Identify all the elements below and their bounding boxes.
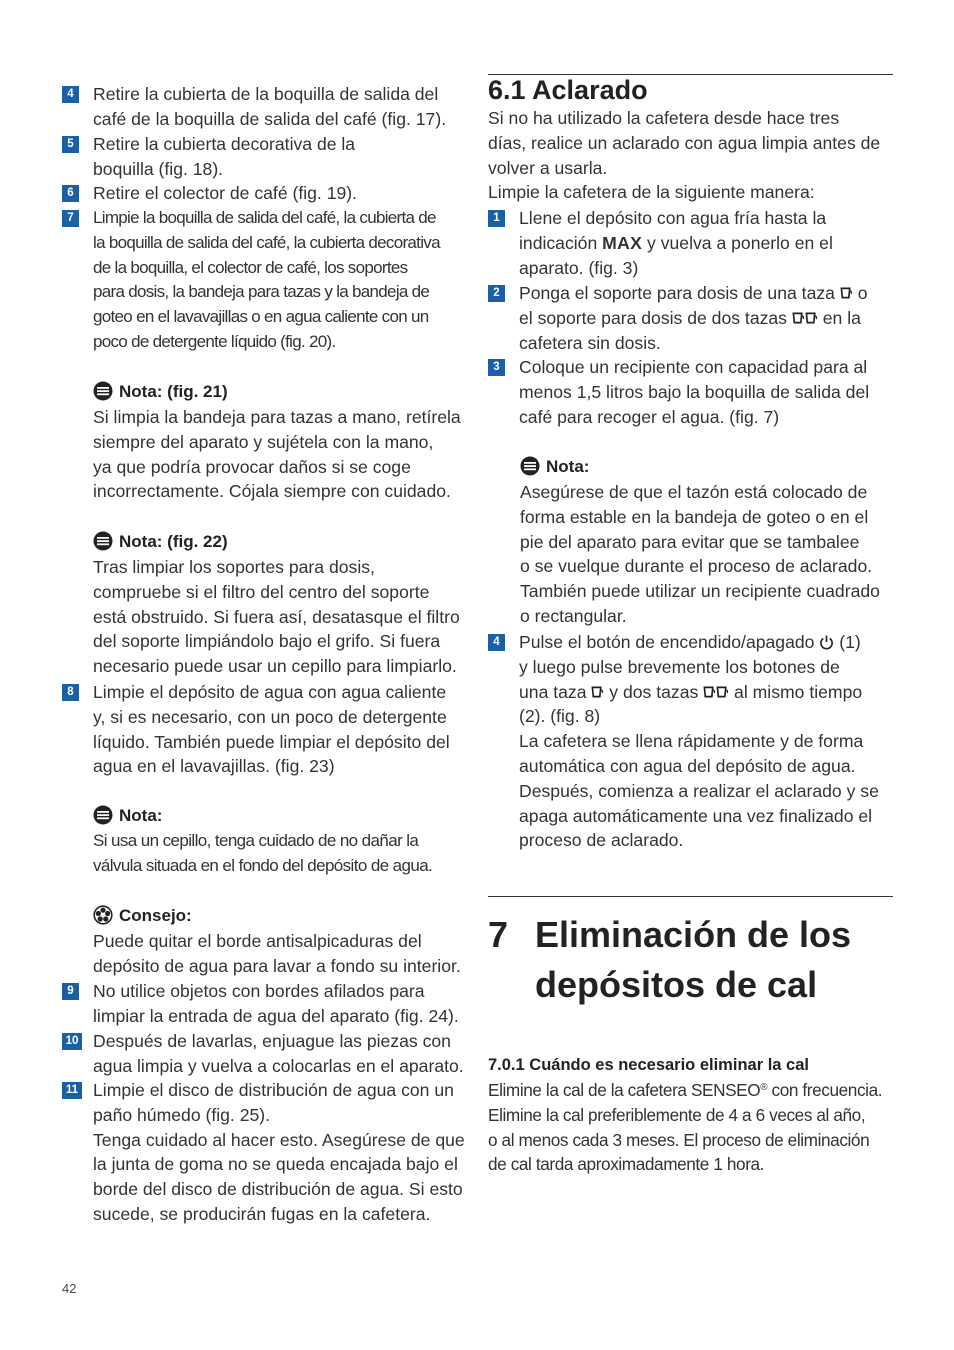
text-line: limpiar la entrada de agua del aparato (fig. 24). [93, 1005, 459, 1026]
text-line: volver a usarla. [488, 157, 608, 178]
text-line: Tenga cuidado al hacer esto. Asegúrese de que [93, 1129, 465, 1150]
text-line: borde del disco de distribución de agua. Si esto [93, 1179, 463, 1200]
note-body [93, 405, 473, 504]
step-number-badge: 4 [62, 86, 79, 103]
chapter-number: 7 [488, 914, 509, 955]
text-line: sucede, se producirán fugas en la cafetera. [93, 1203, 431, 1224]
text-line: del soporte limpiándolo bajo el grifo. Si fuera [93, 631, 441, 652]
max-indicator: MAX [602, 232, 643, 253]
tip-body [93, 929, 473, 979]
text-line: automática con agua del depósito de agua. [519, 755, 856, 776]
text-line: Ponga el soporte para dosis de una taza o [519, 283, 868, 303]
chapter-title-line: Eliminación de los [535, 914, 852, 955]
text-line: agua limpia y vuelva a colocarlas en el aparato. [93, 1055, 464, 1076]
text-line: proceso de aclarado. [519, 830, 684, 851]
two-cups-icon-a [792, 311, 805, 325]
step-number-badge: 11 [62, 1082, 82, 1099]
text-line: la boquilla de salida del café, la cubierta decorativa [93, 232, 440, 252]
text-line: pie del aparato para evitar que se tambalee [520, 531, 860, 552]
text-line: Limpie el disco de distribución de agua con un [93, 1080, 454, 1100]
text-line: goteo en el lavavajillas o en agua caliente con un [93, 307, 429, 327]
chapter-divider [488, 896, 893, 897]
text-line: (2). (fig. 8) [519, 706, 601, 727]
text-line: Después de lavarlas, enjuague las piezas con [93, 1031, 451, 1051]
page-number: 42 [62, 1281, 77, 1296]
descale-paragraph [488, 1078, 894, 1177]
one-cup-icon [591, 685, 604, 699]
tip-heading: Consejo: [93, 904, 192, 929]
text-line: Después, comienza a realizar el aclarado y se [519, 780, 879, 801]
text-line: necesario puede usar un cepillo para limpiarlo. [93, 656, 457, 677]
step-number-badge: 1 [488, 210, 505, 227]
step-number-badge: 10 [62, 1033, 82, 1050]
step-number-badge: 4 [488, 634, 505, 651]
chapter-title [488, 910, 894, 1010]
text-line: Pulse el botón de encendido/apagado (1) [519, 632, 861, 652]
two-cups-icon-a [703, 685, 716, 699]
tip-icon [93, 905, 113, 925]
text-line: una taza y dos tazas al mismo tiempo [519, 681, 863, 702]
text-line: Si limpia la bandeja para tazas a mano, retírela [93, 407, 461, 427]
text-line: válvula situada en el fondo del depósito de agua. [93, 855, 433, 875]
text-line: ya que podría provocar daños si se coge [93, 456, 411, 477]
text-line: y luego pulse brevemente los botones de [519, 656, 840, 677]
text-line: o al menos cada 3 meses. El proceso de eliminación [488, 1129, 870, 1150]
text-line: siempre del aparato y sujétela con la mano, [93, 431, 434, 452]
section-title: 6.1 Aclarado [488, 75, 648, 105]
text-line: Elimine la cal de la cafetera SENSEO® con frecuencia. [488, 1080, 883, 1100]
text-line: menos 1,5 litros bajo la boquilla de salida del [519, 381, 870, 402]
intro-paragraph [488, 106, 894, 205]
text-line: Limpie el depósito de agua con agua caliente [93, 682, 447, 702]
text-line: agua en el lavavajillas. (fig. 23) [93, 756, 335, 777]
text-line: y, si es necesario, con un poco de detergente [93, 706, 447, 727]
text-line: También puede utilizar un recipiente cuadrado [520, 581, 880, 602]
text-line: café de la boquilla de salida del café (fig. 17). [93, 108, 447, 129]
text-line: líquido. También puede limpiar el depósito del [93, 731, 450, 752]
step-number-badge: 9 [62, 983, 79, 1000]
text-line: compruebe si el filtro del centro del soporte [93, 581, 430, 602]
note-body [93, 829, 473, 879]
text-line: Puede quitar el borde antisalpicaduras del [93, 931, 422, 951]
note-heading: Nota: (fig. 22) [93, 530, 228, 555]
text-line: o se vuelque durante el proceso de aclarado. [520, 556, 873, 577]
text-line: días, realice un aclarado con agua limpia antes de [488, 132, 881, 153]
note-body [520, 480, 894, 629]
step-number-badge: 6 [62, 185, 79, 202]
text-line: No utilice objetos con bordes afilados para [93, 981, 425, 1001]
note-body [93, 555, 473, 679]
note-icon [93, 531, 113, 551]
text-line: de la boquilla, el colector de café, los soportes [93, 257, 408, 277]
power-icon [819, 634, 834, 650]
text-line: Si usa un cepillo, tenga cuidado de no dañar la [93, 831, 419, 850]
two-cups-icon-b [716, 685, 729, 699]
text-line: café para recoger el agua. (fig. 7) [519, 406, 780, 427]
text-line: Elimine la cal preferiblemente de 4 a 6 veces al año, [488, 1104, 866, 1125]
step-number-badge: 5 [62, 136, 79, 153]
note-heading: Nota: [520, 455, 589, 480]
text-line: forma estable en la bandeja de goteo o en el [520, 506, 869, 527]
text-line: indicación MAX y vuelva a ponerlo en el [519, 232, 833, 253]
text-line: aparato. (fig. 3) [519, 257, 639, 278]
text-line: incorrectamente. Cójala siempre con cuidado. [93, 481, 451, 502]
text-line: Retire la cubierta decorativa de la [93, 134, 356, 154]
two-cups-icon-b [805, 311, 818, 325]
one-cup-icon [840, 286, 853, 300]
step-number-badge: 7 [62, 210, 79, 227]
text-line: apaga automáticamente una vez finalizado el [519, 805, 873, 826]
note-icon [93, 381, 113, 401]
subsection-title: 7.0.1 Cuándo es necesario eliminar la cal [488, 1056, 809, 1074]
note-heading: Nota: [93, 804, 162, 829]
text-line: Tras limpiar los soportes para dosis, [93, 557, 375, 577]
text-line: el soporte para dosis de dos tazas en la [519, 307, 861, 328]
text-line: está obstruido. Si fuera así, desatasque el filtro [93, 606, 460, 627]
note-icon [93, 805, 113, 825]
text-line: la junta de goma no se queda encajada bajo el [93, 1154, 458, 1175]
text-line: La cafetera se llena rápidamente y de forma [519, 731, 864, 752]
step-number-badge: 8 [62, 684, 79, 701]
text-line: o rectangular. [520, 605, 627, 626]
text-line: depósito de agua para lavar a fondo su interior. [93, 955, 461, 976]
text-line: Limpie la boquilla de salida del café, la cubierta de [93, 208, 436, 227]
text-line: Limpie la cafetera de la siguiente manera: [488, 182, 815, 203]
note-heading: Nota: (fig. 21) [93, 380, 228, 405]
chapter-title-line: depósitos de cal [535, 964, 818, 1005]
text-line: Si no ha utilizado la cafetera desde hace tres [488, 108, 840, 128]
text-line: Llene el depósito con agua fría hasta la [519, 208, 827, 228]
text-line: Coloque un recipiente con capacidad para al [519, 357, 868, 377]
note-icon [520, 456, 540, 476]
text-line: Asegúrese de que el tazón está colocado de [520, 482, 868, 502]
text-line: cafetera sin dosis. [519, 332, 661, 353]
text-line: paño húmedo (fig. 25). [93, 1104, 271, 1125]
text-line: de cal tarda aproximadamente 1 hora. [488, 1154, 765, 1175]
step-number-badge: 3 [488, 359, 505, 376]
text-line: Retire el colector de café (fig. 19). [93, 183, 358, 203]
text-line: Retire la cubierta de la boquilla de salida del [93, 84, 439, 104]
step-number-badge: 2 [488, 285, 505, 302]
text-line: boquilla (fig. 18). [93, 158, 224, 179]
text-line: poco de detergente líquido (fig. 20). [93, 331, 336, 351]
text-line: para dosis, la bandeja para tazas y la bandeja de [93, 282, 430, 302]
